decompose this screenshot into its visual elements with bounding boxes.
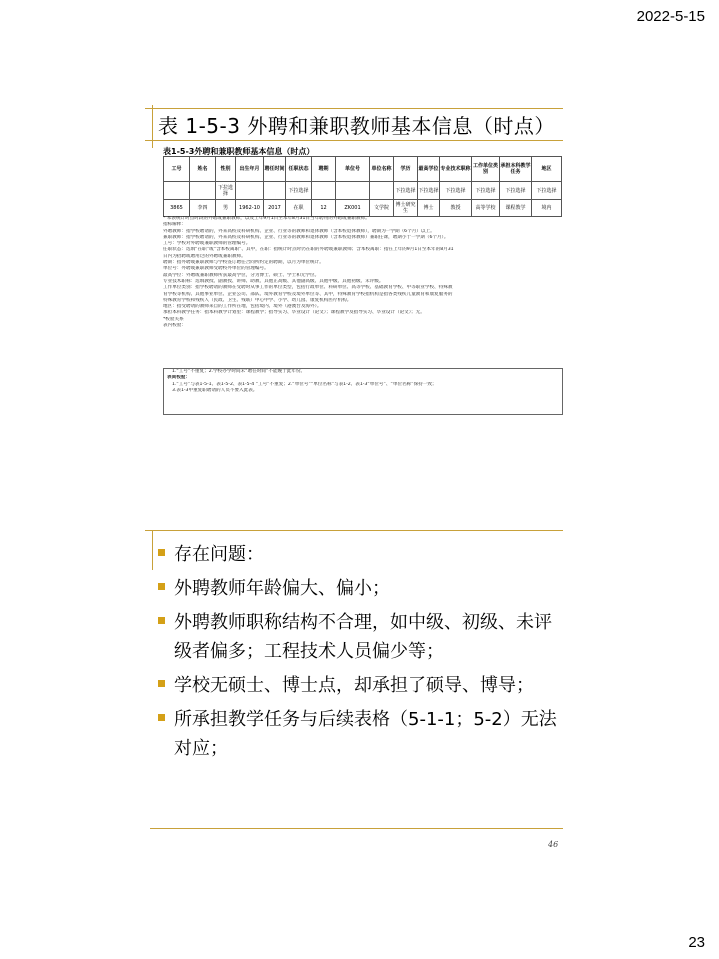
note-line: 专业技术职称：选填教授、副教授、讲师、助教、其他正高级、其他副高级、其他中级、其他初级、未评级。 bbox=[163, 278, 384, 284]
table-cell bbox=[370, 182, 394, 200]
table-cell: 下拉选择 bbox=[394, 182, 418, 200]
note-line: 兼职教师：指学校聘请的，外来高校及科研机构、企业、行业等的教师和退休教师（含本校退休教师）兼职任课，聘期小于一学期（6个月）。 bbox=[163, 234, 449, 240]
table-header-cell: 出生年月 bbox=[236, 157, 264, 182]
table-header-cell: 最高学位 bbox=[418, 157, 440, 182]
table-header-cell: 性别 bbox=[216, 157, 236, 182]
table-header-cell: 姓名 bbox=[190, 157, 216, 182]
table-cell: 教授 bbox=[440, 200, 472, 217]
bullet-square-icon bbox=[158, 714, 165, 721]
bullet-item bbox=[158, 574, 558, 603]
table-header-cell: 聘任时间 bbox=[264, 157, 286, 182]
remark-line: 1.“工号”不重复；2.学校办学时间未“聘任时间”不能晚于此年份。 bbox=[172, 369, 306, 374]
note-line: *校验关系 bbox=[163, 316, 184, 322]
table-header-row bbox=[164, 157, 562, 182]
table-cell bbox=[312, 182, 336, 200]
table-cell: 文学院 bbox=[370, 200, 394, 217]
table-cell bbox=[190, 182, 216, 200]
table-cell: 下拉选择 bbox=[440, 182, 472, 200]
table-header-cell: 工作单位类别 bbox=[472, 157, 500, 182]
title-bottom-rule bbox=[145, 140, 563, 141]
bullet-item bbox=[158, 540, 558, 569]
table-cell: 博士 bbox=[418, 200, 440, 217]
note-line: 日内为招聘或聘用过的外聘或兼职教师。 bbox=[163, 253, 246, 259]
bullet-square-icon bbox=[158, 680, 165, 687]
table-cell bbox=[264, 182, 286, 200]
remark-line: 表间校验： bbox=[167, 375, 190, 381]
table-cell bbox=[164, 182, 190, 200]
table-cell: 下拉选择 bbox=[532, 182, 562, 200]
table-row bbox=[164, 200, 562, 217]
note-line: 工号：学校对外聘或兼职教师的管理编号。 bbox=[163, 241, 251, 247]
note-line: 特殊教育学校和残疾人（民政、卫生、残联）中心中学、小学、幼儿园、康复机构医疗机构。 bbox=[163, 297, 352, 303]
table-header-cell: 专业技术职称 bbox=[440, 157, 472, 182]
note-line: 最高学位：外聘或兼职教师所获最高学位，分为博士、硕士、学士和无学位。 bbox=[163, 272, 320, 278]
table-cell: 12 bbox=[312, 200, 336, 217]
bullet-text: 外聘教师年龄偏大、偏小； bbox=[174, 578, 390, 599]
title-top-rule bbox=[145, 108, 563, 109]
table-cell: 2017 bbox=[264, 200, 286, 217]
note-line: 承担本科教学任务：指本科教学计划里：课程教学；指导实习、毕业设计（论文）；课程教学及指导实习、毕业设计（论文）；无。 bbox=[163, 310, 425, 316]
table-cell: 下拉选择 bbox=[500, 182, 532, 200]
note-line: 单位号：外聘或兼职教师受聘校外单位的管理编号。 bbox=[163, 266, 269, 272]
table-cell: 境内 bbox=[532, 200, 562, 217]
table-cell: 3865 bbox=[164, 200, 190, 217]
bullet-item bbox=[158, 608, 558, 666]
remark-line: 3.表1-3中重复职聘请的人员不要入此表。 bbox=[172, 387, 258, 393]
table-cell bbox=[236, 182, 264, 200]
note-line: * 本表统计时点时段的外聘或兼职教师，以及上年9月1日至本年8月31日当年聘用的外聘或兼职教师。 bbox=[163, 216, 370, 221]
bullet-square-icon bbox=[158, 549, 165, 556]
validation-remarks-box bbox=[163, 368, 563, 415]
note-line: 育学校等机构、其他事业单位、企业公司、部队、境外教育学校及境外单位等、其中，特殊教育学校指机构是指各类残疾儿童教育和康复服务的 bbox=[163, 291, 453, 297]
table-header-cell: 地区 bbox=[532, 157, 562, 182]
bullet-text: 所承担教学任务与后续表格（5-1-1；5-2）无法对应； bbox=[174, 709, 557, 759]
slide-number: 46 bbox=[548, 840, 559, 849]
bullet-item bbox=[158, 671, 558, 700]
table-cell: 1962-10 bbox=[236, 200, 264, 217]
slide2-accent-line bbox=[152, 530, 153, 570]
bullet-item bbox=[158, 705, 558, 763]
table-cell: 李四 bbox=[190, 200, 216, 217]
slide2-bottom-rule bbox=[150, 828, 563, 829]
slide2-top-rule bbox=[145, 530, 563, 531]
table-cell: 下拉选择 bbox=[418, 182, 440, 200]
table-cell: 博士研究生 bbox=[394, 200, 418, 217]
table-header-cell: 承担本科教学任务 bbox=[500, 157, 532, 182]
page-number: 23 bbox=[688, 934, 705, 951]
table-header-cell: 单位名称 bbox=[370, 157, 394, 182]
table-row bbox=[164, 182, 562, 200]
note-line: 指标解释： bbox=[163, 222, 186, 228]
bullet-text: 学校无硕士、博士点，却承担了硕导、博导； bbox=[174, 675, 534, 696]
bullet-list bbox=[158, 540, 558, 768]
note-line: 表内校验： bbox=[163, 323, 186, 329]
table-header-cell: 学历 bbox=[394, 157, 418, 182]
table-header-cell: 任职状态 bbox=[286, 157, 312, 182]
table-cell: 下拉选择 bbox=[286, 182, 312, 200]
table-cell: 下拉选择 bbox=[472, 182, 500, 200]
note-line: 工作单位类别：指学校聘请的教师在受聘时从事工作的单位类型，包括行政单位、科研单位、高等学校、基础教育学校、中等职业学校、特殊教 bbox=[163, 285, 453, 291]
note-line: 聘期：指外聘或兼职教师与学校签订聘任合同所约定的聘期，以月为单位统计。 bbox=[163, 260, 324, 266]
note-line: 地区：指受聘请的教师来自的工作所在地，包括境内、境外（港澳台及海外）。 bbox=[163, 304, 322, 310]
title-accent-line bbox=[152, 105, 153, 148]
table-cell: 男 bbox=[216, 200, 236, 217]
table-cell bbox=[336, 182, 370, 200]
slide-title: 表 1-5-3 外聘和兼职教师基本信息（时点） bbox=[158, 114, 555, 138]
table-cell: 高等学校 bbox=[472, 200, 500, 217]
table-cell: ZK001 bbox=[336, 200, 370, 217]
note-line: 任职状态：选填“在职”或“含本校离职”、其中，在职：指统计时点时仍在职的外聘或兼职教师；含本校离职：指在上年的9月1日至本年的8月31 bbox=[163, 247, 454, 253]
table-header-cell: 工号 bbox=[164, 157, 190, 182]
bullet-text: 存在问题： bbox=[174, 544, 264, 565]
table-header-cell: 聘期 bbox=[312, 157, 336, 182]
note-line: 外聘教师：指学校聘请的，外来高校及科研机构、企业、行业等的教师和退休教师（含本校退休教师），聘期为一学期（6个月）以上。 bbox=[163, 228, 435, 234]
page-date: 2022-5-15 bbox=[636, 8, 705, 25]
remark-line: 1.“工号”与表1-5-1、表1-5-2、表1-5-4 “工号”不重复；2.“单位号”“单位名称”与表1-2、表1-3“单位号”、“单位名称”保持一致； bbox=[172, 381, 437, 387]
bullet-square-icon bbox=[158, 583, 165, 590]
bullet-square-icon bbox=[158, 617, 165, 624]
table-notes bbox=[163, 216, 563, 329]
table-cell: 下拉选择 bbox=[216, 182, 236, 200]
teacher-info-table bbox=[163, 156, 562, 217]
table-caption: 表1-5-3外聘和兼职教师基本信息（时点） bbox=[163, 147, 315, 156]
bullet-text: 外聘教师职称结构不合理，如中级、初级、未评级者偏多；工程技术人员偏少等； bbox=[174, 612, 552, 662]
table-cell: 课程教学 bbox=[500, 200, 532, 217]
table-header-cell: 单位号 bbox=[336, 157, 370, 182]
table-cell: 在职 bbox=[286, 200, 312, 217]
